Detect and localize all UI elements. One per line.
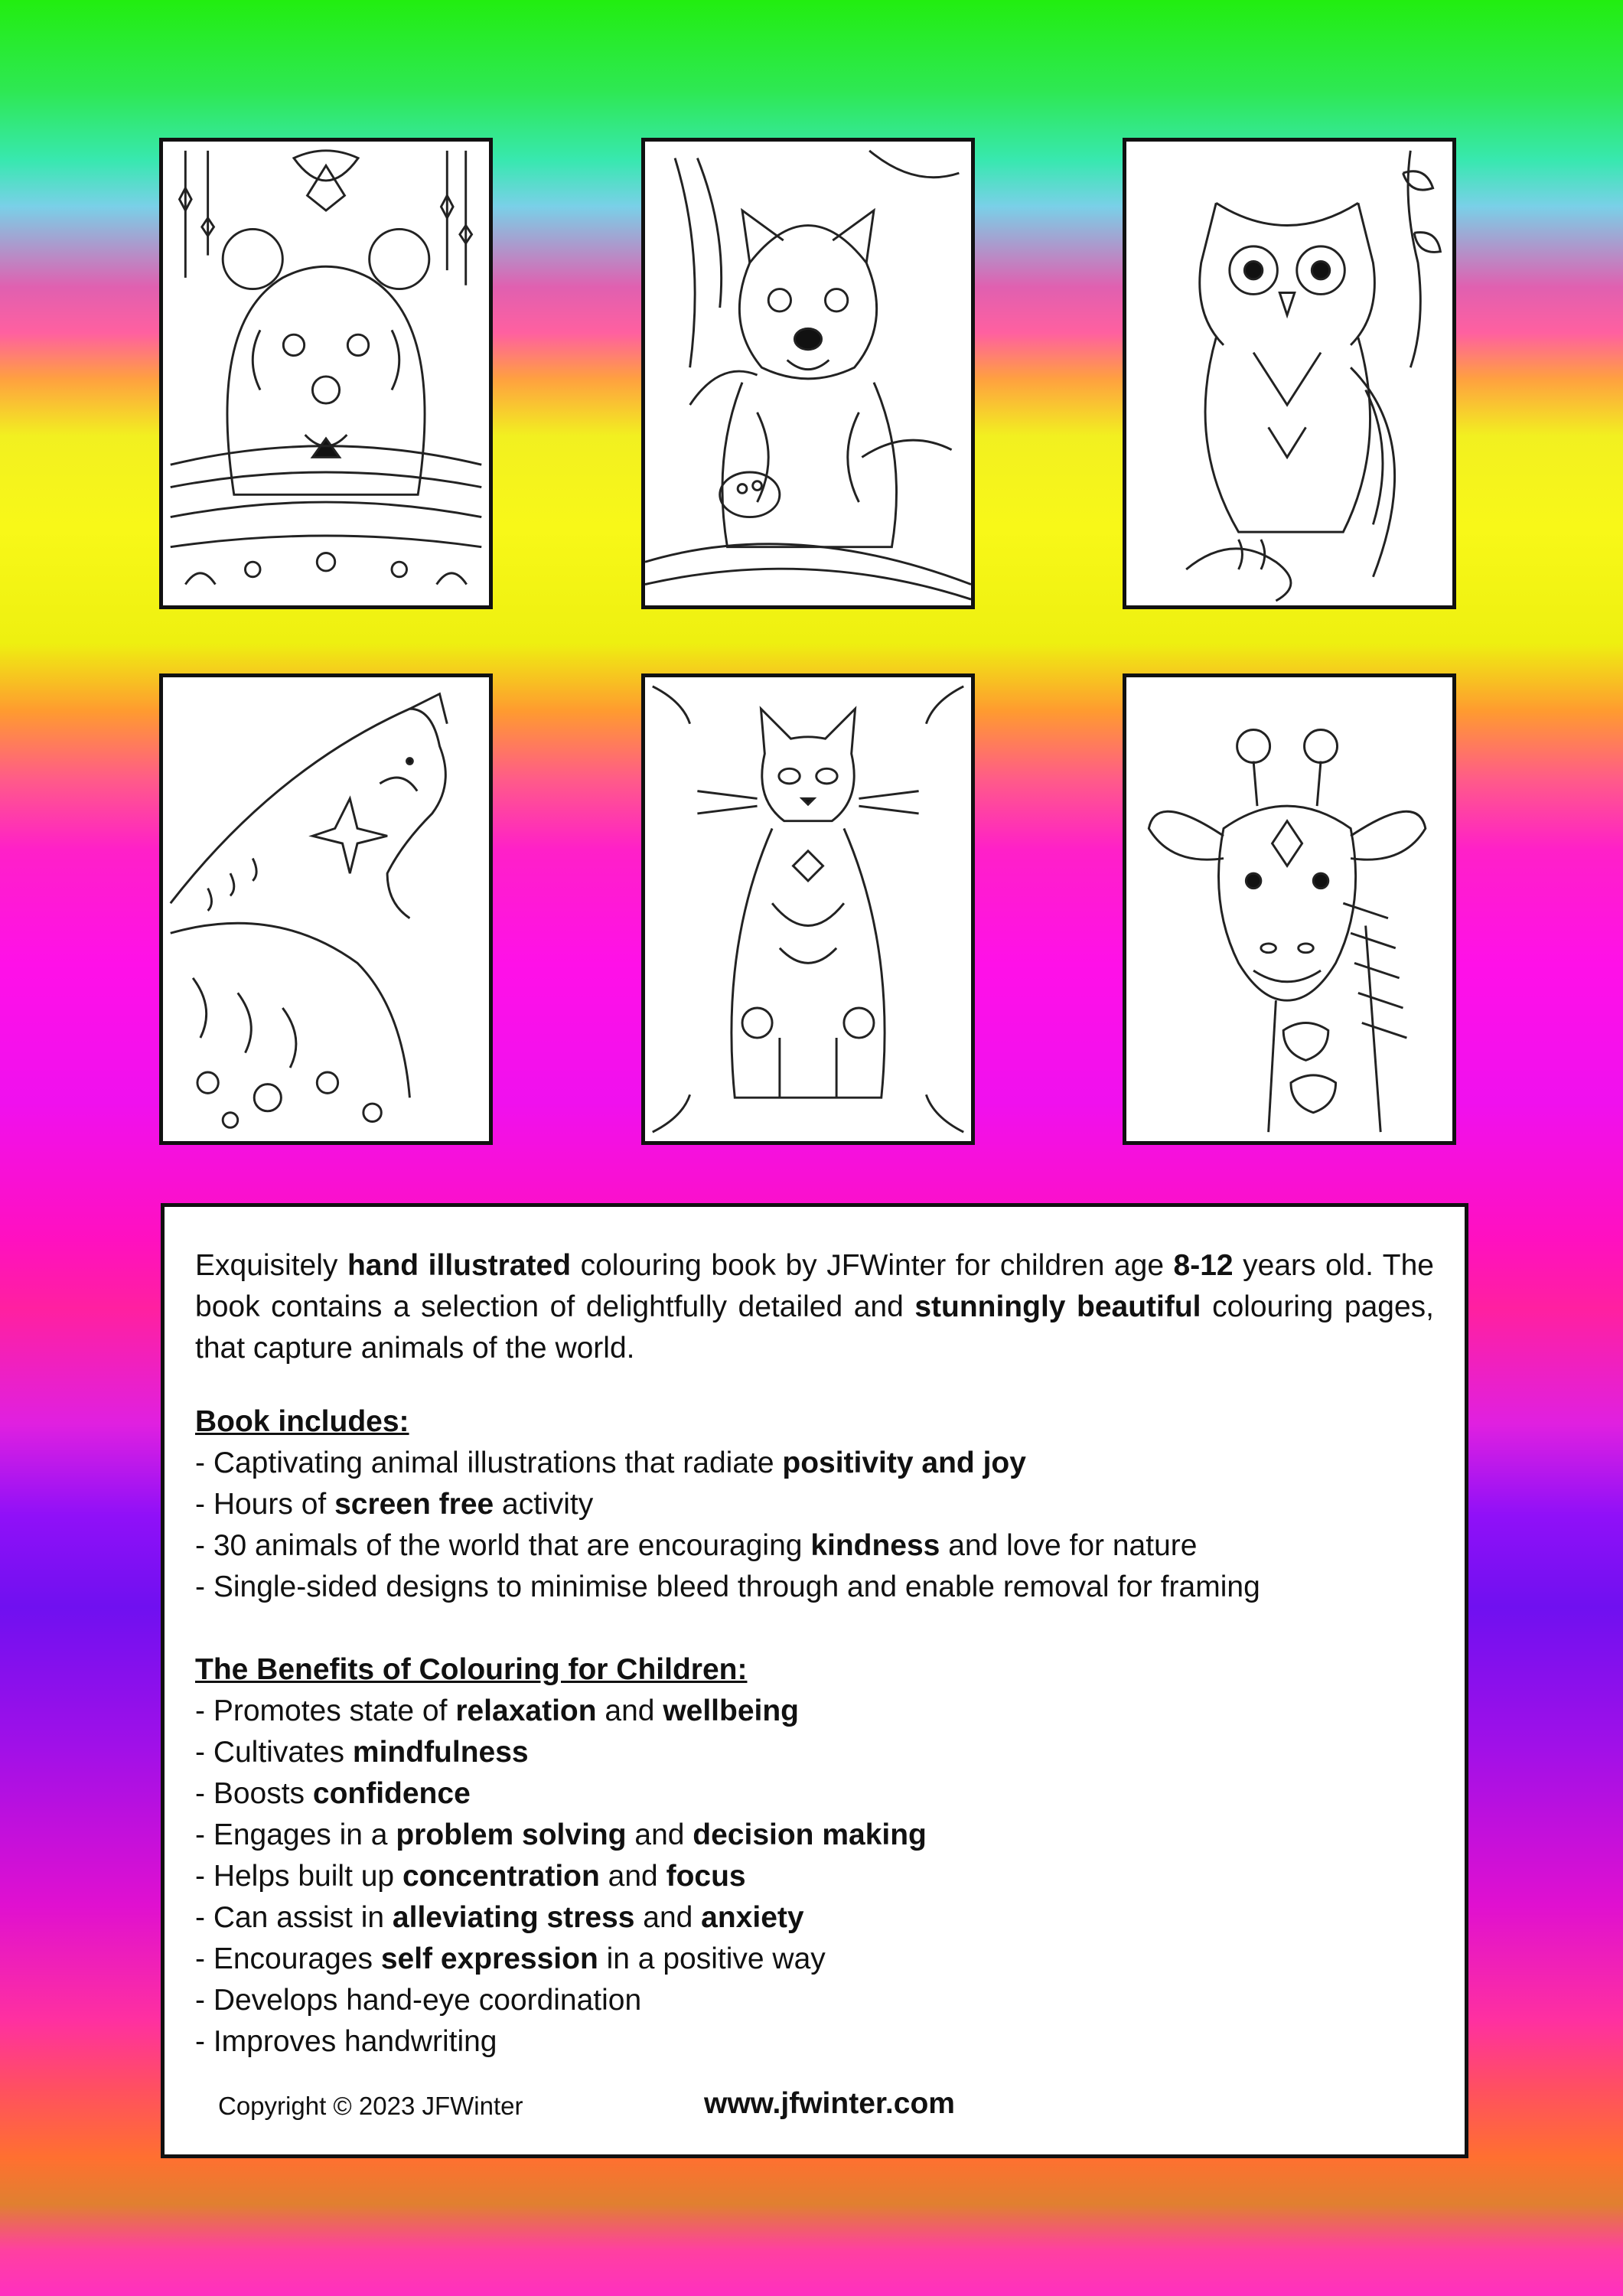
intro-text: colouring pages, that capture animals of the world. xyxy=(195,1290,1434,1365)
footer xyxy=(218,2087,1289,2125)
thumbnail-hamster xyxy=(159,138,493,609)
list-item: - Boosts confidence xyxy=(195,1777,471,1810)
list-item: - 30 animals of the world that are encouraging kindness and love for nature xyxy=(195,1529,1198,1562)
list-item: - Captivating animal illustrations that radiate positivity and joy xyxy=(195,1446,1026,1479)
list-item: - Helps built up concentration and focus xyxy=(195,1860,746,1893)
benefits-list xyxy=(195,1691,1434,2063)
intro-bold: hand illustrated xyxy=(347,1249,572,1282)
hamster-illustration xyxy=(163,142,489,605)
book-includes-list xyxy=(195,1443,1434,1608)
list-item: - Engages in a problem solving and decision making xyxy=(195,1818,927,1851)
intro-bold: 8-12 xyxy=(1173,1249,1234,1282)
cat-illustration xyxy=(645,677,971,1141)
thumbnail-cat xyxy=(641,673,975,1145)
thumbnail-red-panda xyxy=(641,138,975,609)
description-box xyxy=(161,1203,1468,2158)
intro-text: colouring book by JFWinter for children age xyxy=(571,1249,1174,1282)
list-item: - Can assist in alleviating stress and anxiety xyxy=(195,1901,804,1934)
list-item: - Promotes state of relaxation and wellbeing xyxy=(195,1694,800,1727)
benefits-heading: The Benefits of Colouring for Children: xyxy=(195,1653,748,1686)
intro-text: Exquisitely xyxy=(195,1249,347,1282)
list-item: - Single-sided designs to minimise bleed through and enable removal for framing xyxy=(195,1570,1260,1603)
book-includes-heading: Book includes: xyxy=(195,1405,409,1438)
intro-text: years old. The book contains a selection of delightfully detailed and xyxy=(195,1249,1434,1323)
list-item: - Improves handwriting xyxy=(195,2025,497,2058)
website-link[interactable]: www.jfwinter.com xyxy=(704,2087,955,2120)
copyright-text: Copyright © 2023 JFWinter xyxy=(218,2092,523,2120)
thumbnail-giraffe xyxy=(1123,673,1456,1145)
wolf-illustration xyxy=(163,677,489,1141)
list-item: - Encourages self expression in a positive way xyxy=(195,1942,826,1975)
intro-bold: stunningly beautiful xyxy=(914,1290,1201,1323)
giraffe-illustration xyxy=(1126,677,1452,1141)
intro-paragraph xyxy=(195,1245,1434,1369)
thumbnail-owl xyxy=(1123,138,1456,609)
owl-illustration xyxy=(1126,142,1452,605)
list-item: - Hours of screen free activity xyxy=(195,1488,594,1521)
list-item: - Develops hand-eye coordination xyxy=(195,1984,642,2017)
list-item: - Cultivates mindfulness xyxy=(195,1736,529,1769)
thumbnail-wolf xyxy=(159,673,493,1145)
red-panda-illustration xyxy=(645,142,971,605)
